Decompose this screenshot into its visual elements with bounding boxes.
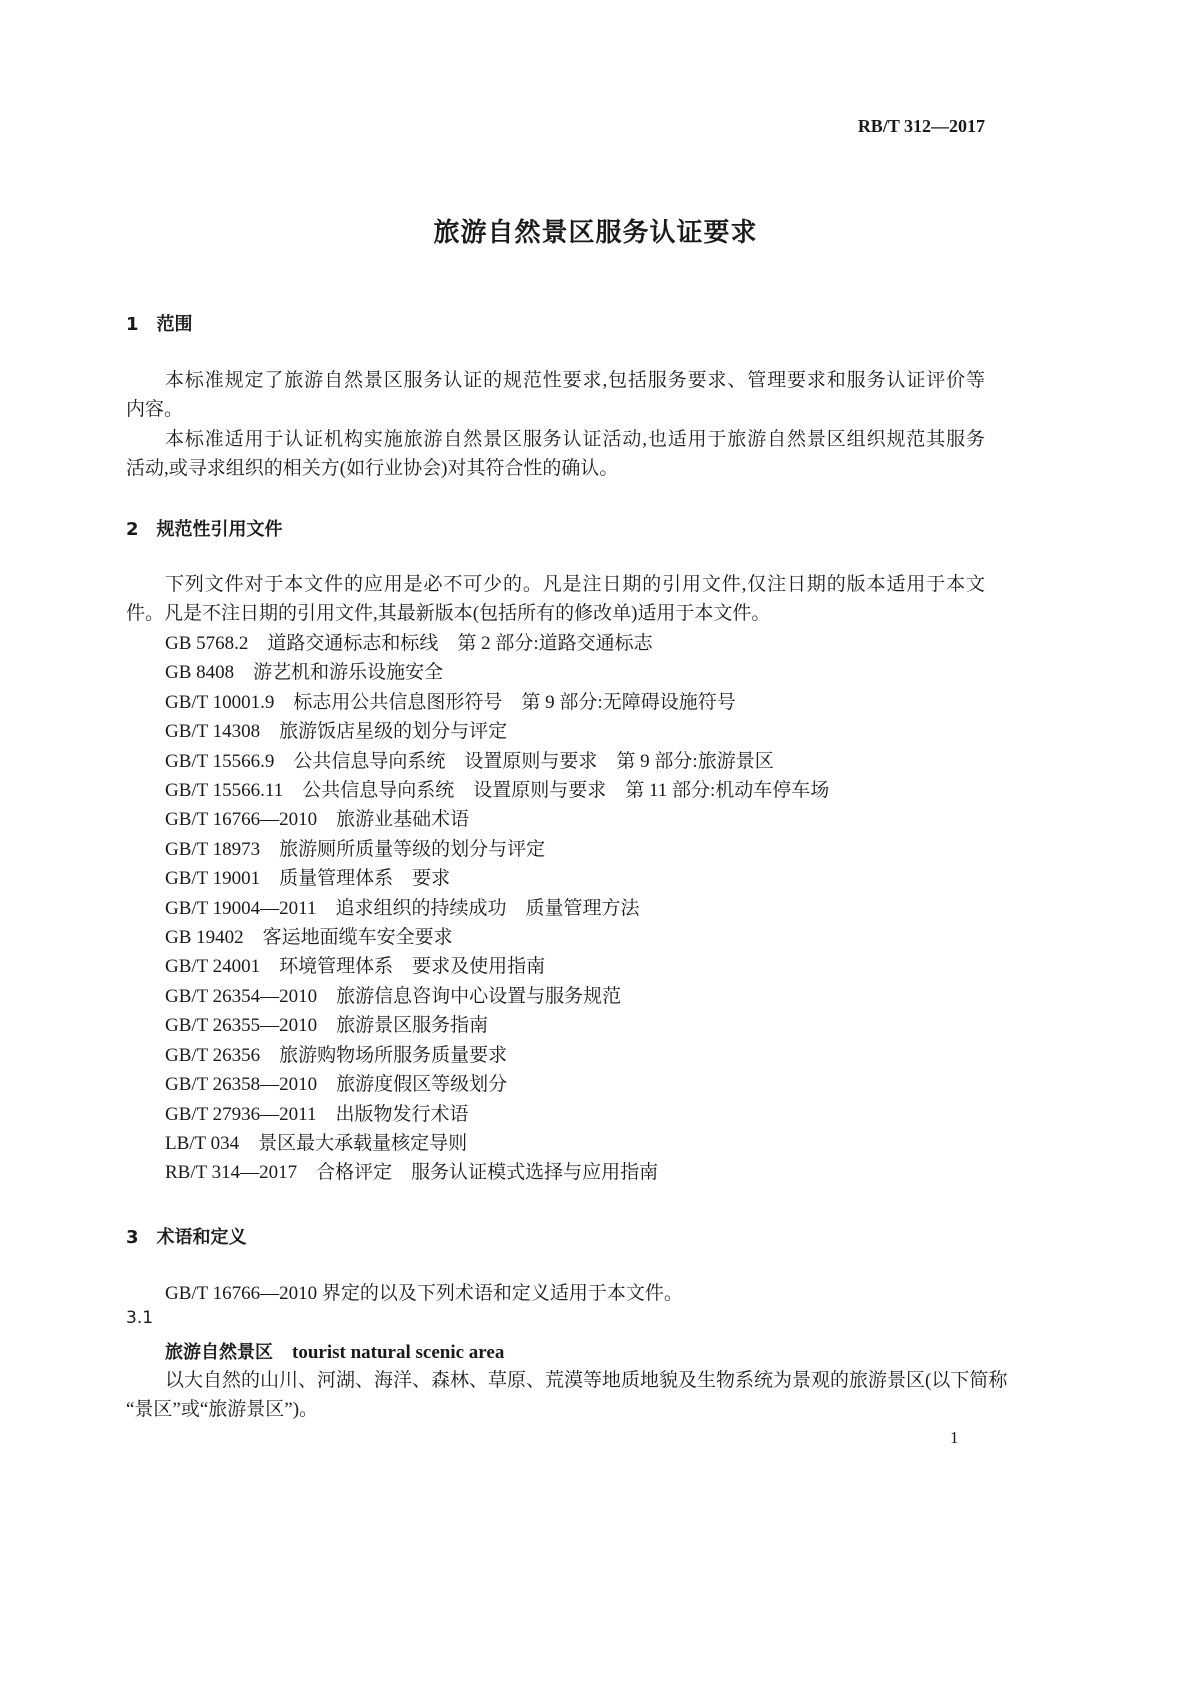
reference-item: GB/T 14308 旅游饭店星级的划分与评定 [165, 721, 508, 743]
reference-item: RB/T 314—2017 合格评定 服务认证模式选择与应用指南 [165, 1162, 659, 1184]
reference-item: GB/T 19004—2011 追求组织的持续成功 质量管理方法 [165, 897, 640, 919]
text-line: 下列文件对于本文件的应用是必不可少的。凡是注日期的引用文件,仅注日期的版本适用于本文 [165, 574, 985, 595]
text-line: “景区”或“旅游景区”)。 [126, 1399, 319, 1421]
page-number: 1 [950, 1428, 959, 1447]
reference-item: GB 19402 客运地面缆车安全要求 [165, 927, 453, 949]
text-line: 内容。 [126, 399, 184, 421]
reference-item: GB/T 26355—2010 旅游景区服务指南 [165, 1015, 489, 1037]
reference-item: GB/T 26354—2010 旅游信息咨询中心设置与服务规范 [165, 985, 622, 1007]
section-3-heading: 3 术语和定义 [126, 1227, 247, 1248]
section-1-heading: 1 范围 [126, 314, 193, 335]
reference-item: GB/T 18973 旅游厕所质量等级的划分与评定 [165, 838, 546, 860]
text-line: 本标准规定了旅游自然景区服务认证的规范性要求,包括服务要求、管理要求和服务认证评价等 [165, 370, 985, 391]
term-zh: 旅游自然景区 [165, 1342, 273, 1363]
term-number: 3.1 [126, 1308, 154, 1328]
section-3-intro: GB/T 16766—2010 界定的以及下列术语和定义适用于本文件。 [165, 1283, 683, 1304]
text-line: 活动,或寻求组织的相关方(如行业协会)对其符合性的确认。 [126, 458, 619, 480]
term-definition [126, 1366, 1008, 1425]
reference-item: GB/T 26356 旅游购物场所服务质量要求 [165, 1044, 508, 1066]
reference-item: GB 8408 游艺机和游乐设施安全 [165, 662, 444, 684]
reference-item: GB/T 19001 质量管理体系 要求 [165, 868, 451, 890]
term-heading [165, 1337, 504, 1364]
text-line: 件。凡是不注日期的引用文件,其最新版本(包括所有的修改单)适用于本文件。 [126, 603, 771, 625]
normative-references-list [165, 629, 829, 1188]
page-title: 旅游自然景区服务认证要求 [433, 218, 758, 248]
document-number: RB/T 312—2017 [857, 116, 985, 136]
section-1-paragraph-1 [126, 366, 985, 425]
reference-item: GB/T 24001 环境管理体系 要求及使用指南 [165, 956, 546, 978]
text-line: 以大自然的山川、河湖、海洋、森林、草原、荒漠等地质地貌及生物系统为景观的旅游景区(以下简称 [165, 1370, 1008, 1391]
reference-item: GB/T 15566.9 公共信息导向系统 设置原则与要求 第 9 部分:旅游景区 [165, 750, 774, 772]
reference-item: GB 5768.2 道路交通标志和标线 第 2 部分:道路交通标志 [165, 633, 653, 654]
reference-item: GB/T 15566.11 公共信息导向系统 设置原则与要求 第 11 部分:机动车停车场 [165, 780, 830, 802]
section-2-intro [126, 570, 985, 629]
reference-item: GB/T 10001.9 标志用公共信息图形符号 第 9 部分:无障碍设施符号 [165, 691, 736, 713]
section-2-heading: 2 规范性引用文件 [126, 519, 283, 540]
text-line: 本标准适用于认证机构实施旅游自然景区服务认证活动,也适用于旅游自然景区组织规范其服务 [165, 429, 985, 450]
reference-item: GB/T 16766—2010 旅游业基础术语 [165, 809, 470, 831]
reference-item: GB/T 27936—2011 出版物发行术语 [165, 1103, 469, 1125]
reference-item: GB/T 26358—2010 旅游度假区等级划分 [165, 1074, 508, 1096]
reference-item: LB/T 034 景区最大承载量核定导则 [165, 1132, 468, 1154]
section-1-paragraph-2 [126, 425, 985, 484]
term-en: tourist natural scenic area [292, 1342, 505, 1363]
